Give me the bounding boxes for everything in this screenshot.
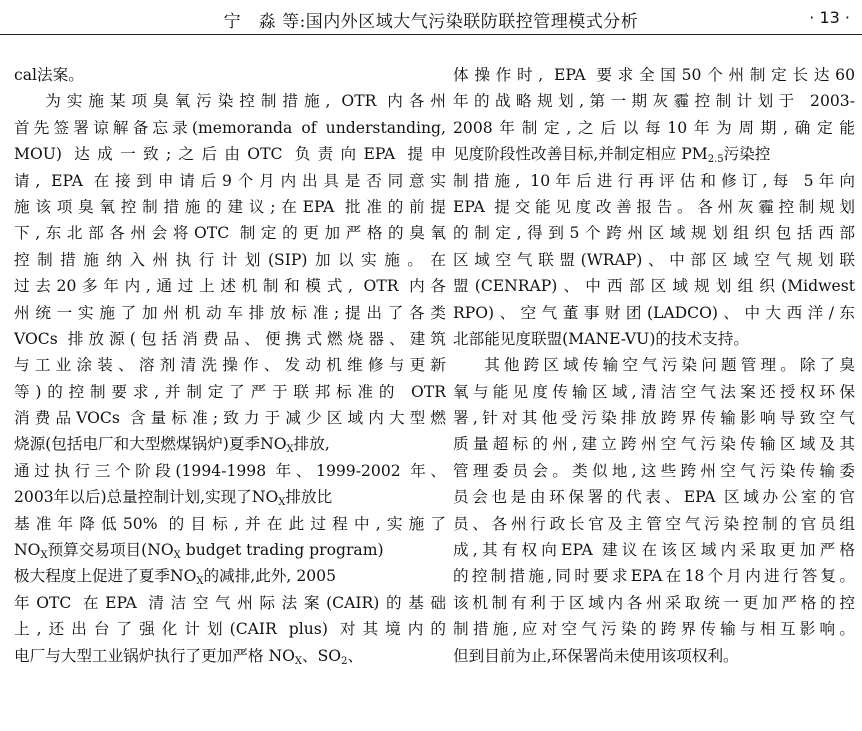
text-line bbox=[14, 563, 446, 589]
text-line: 首先签署谅解备忘录(memoranda of understanding, bbox=[14, 118, 446, 137]
text-fragment: 的减排,此外, 2005 bbox=[203, 567, 337, 586]
text-line: 州统一实施了加州机动车排放标准;提出了各类 bbox=[14, 303, 446, 322]
text-fragment: 2003年以后)总量控制计划,实现了NO bbox=[14, 488, 279, 507]
right-column bbox=[453, 62, 855, 669]
subscript: X bbox=[196, 576, 204, 588]
text-line: MOU) 达成一致;之后由OTC 负责向EPA 提申 bbox=[14, 145, 446, 164]
text-line: 消费品VOCs 含量标准;致力于减少区域内大型燃 bbox=[14, 409, 446, 428]
text-line: 上,还出台了强化计划(CAIR plus) 对其境内的 bbox=[14, 620, 446, 639]
text-fragment: 排放, bbox=[293, 435, 330, 454]
text-line: RPO)、空气董事财团(LADCO)、中大西洋/东 bbox=[453, 303, 855, 322]
text-fragment: NO bbox=[14, 541, 41, 560]
text-line: 北部能见度联盟(MANE-VU)的技术支持。 bbox=[453, 329, 749, 348]
paragraph-start: 其他跨区域传输空气污染问题管理。除了臭 bbox=[484, 356, 855, 375]
text-line: 过去20多年内,通过上述机制和模式, OTR 内各 bbox=[14, 277, 446, 296]
text-line: 成,其有权向EPA 建议在该区域内采取更加严格 bbox=[453, 541, 855, 560]
text-line: 盟(CENRAP)、中西部区域规划组织(Midwest bbox=[453, 277, 855, 296]
text-fragment: 、 bbox=[347, 646, 364, 665]
subscript: 2.5 bbox=[707, 154, 724, 166]
text-line: 制措施,应对空气污染的跨界传输与相互影响。 bbox=[453, 620, 855, 639]
page-number: · 13 · bbox=[809, 8, 850, 27]
text-line bbox=[14, 431, 446, 457]
text-line: 等)的控制要求,并制定了严于联邦标准的 OTR bbox=[14, 382, 446, 401]
text-fragment: 见度阶段性改善目标,并制定相应 PM bbox=[453, 145, 708, 164]
subscript: X bbox=[286, 444, 294, 456]
text-line: 该机制有利于区域内各州采取统一更加严格的控 bbox=[453, 593, 855, 612]
subscript: X bbox=[40, 550, 48, 562]
text-fragment: 电厂与大型工业锅炉执行了更加严格 NO bbox=[14, 646, 295, 665]
text-line: 管理委员会。类似地,这些跨州空气污染传输委 bbox=[453, 461, 855, 480]
text-line: 年OTC 在EPA 清洁空气州际法案(CAIR)的基础 bbox=[14, 593, 446, 612]
text-line: 的制定,得到5个跨州区域规划组织包括西部 bbox=[453, 224, 855, 243]
text-line: VOCs 排放源(包括消费品、便携式燃烧器、建筑 bbox=[14, 329, 446, 348]
text-line: 下,东北部各州会将OTC 制定的更加严格的臭氧 bbox=[14, 224, 446, 243]
text-line: 基准年降低50% 的目标,并在此过程中,实施了 bbox=[14, 514, 446, 533]
text-line: 制措施, 10年后进行再评估和修订,每 5年向 bbox=[453, 171, 855, 190]
text-fragment: 排放比 bbox=[285, 488, 333, 507]
text-fragment: 极大程度上促进了夏季NO bbox=[14, 567, 197, 586]
text-fragment: 、SO bbox=[302, 646, 342, 665]
running-title: 宁 淼 等:国内外区域大气污染联防联控管理模式分析 bbox=[223, 12, 639, 32]
text-line: 区域空气联盟(WRAP)、中部区域空气规划联 bbox=[453, 250, 855, 269]
text-line: 与工业涂装、溶剂清洗操作、发动机维修与更新 bbox=[14, 356, 446, 375]
subscript: X bbox=[294, 655, 303, 667]
text-line bbox=[453, 141, 855, 167]
text-line: 控制措施纳入州执行计划(SIP)加以实施。在 bbox=[14, 250, 446, 269]
text-line: 请, EPA 在接到申请后9个月内出具是否同意实 bbox=[14, 171, 446, 190]
text-line: 员、各州行政长官及主管空气污染控制的官员组 bbox=[453, 514, 855, 533]
text-line: 署,针对其他受污染排放跨界传输影响导致空气 bbox=[453, 409, 855, 428]
text-line bbox=[14, 537, 446, 563]
subscript: X bbox=[173, 550, 181, 562]
text-fragment: 烧源(包括电厂和大型燃煤锅炉)夏季NO bbox=[14, 435, 287, 454]
text-line: 的控制措施,同时要求EPA在18个月内进行答复。 bbox=[453, 567, 855, 586]
text-fragment: budget trading program) bbox=[185, 541, 384, 560]
subscript: 2 bbox=[341, 655, 348, 667]
text-line: EPA 提交能见度改善报告。各州灰霾控制规划 bbox=[453, 197, 855, 216]
text-line: 但到目前为止,环保署尚未使用该项权利。 bbox=[453, 646, 739, 665]
text-line: 年的战略规划,第一期灰霾控制计划于 2003- bbox=[453, 92, 855, 111]
text-line: 员会也是由环保署的代表、EPA 区域办公室的官 bbox=[453, 488, 855, 507]
text-line: 氧与能见度传输区域,清洁空气法案还授权环保 bbox=[453, 382, 855, 401]
text-fragment: 预算交易项目(NO bbox=[47, 541, 174, 560]
text-line bbox=[14, 484, 446, 510]
text-line: 质量超标的州,建立跨州空气污染传输区域及其 bbox=[453, 435, 855, 454]
text-line: cal法案。 bbox=[14, 66, 84, 84]
text-line: 施该项臭氧控制措施的建议;在EPA 批准的前提 bbox=[14, 197, 446, 216]
text-line bbox=[14, 643, 446, 669]
text-fragment: 污染控 bbox=[723, 145, 771, 164]
paragraph-start: 为实施某项臭氧污染控制措施, OTR 内各州 bbox=[45, 92, 446, 111]
text-line: 2008年制定,之后以每10年为周期,确定能 bbox=[453, 118, 855, 137]
text-line: 体操作时, EPA 要求全国50个州制定长达60 bbox=[453, 66, 855, 84]
text-line: 通过执行三个阶段(1994-1998 年、1999-2002 年、 bbox=[14, 461, 446, 480]
left-column bbox=[14, 62, 446, 669]
subscript: X bbox=[278, 497, 286, 509]
page-header bbox=[0, 0, 862, 35]
